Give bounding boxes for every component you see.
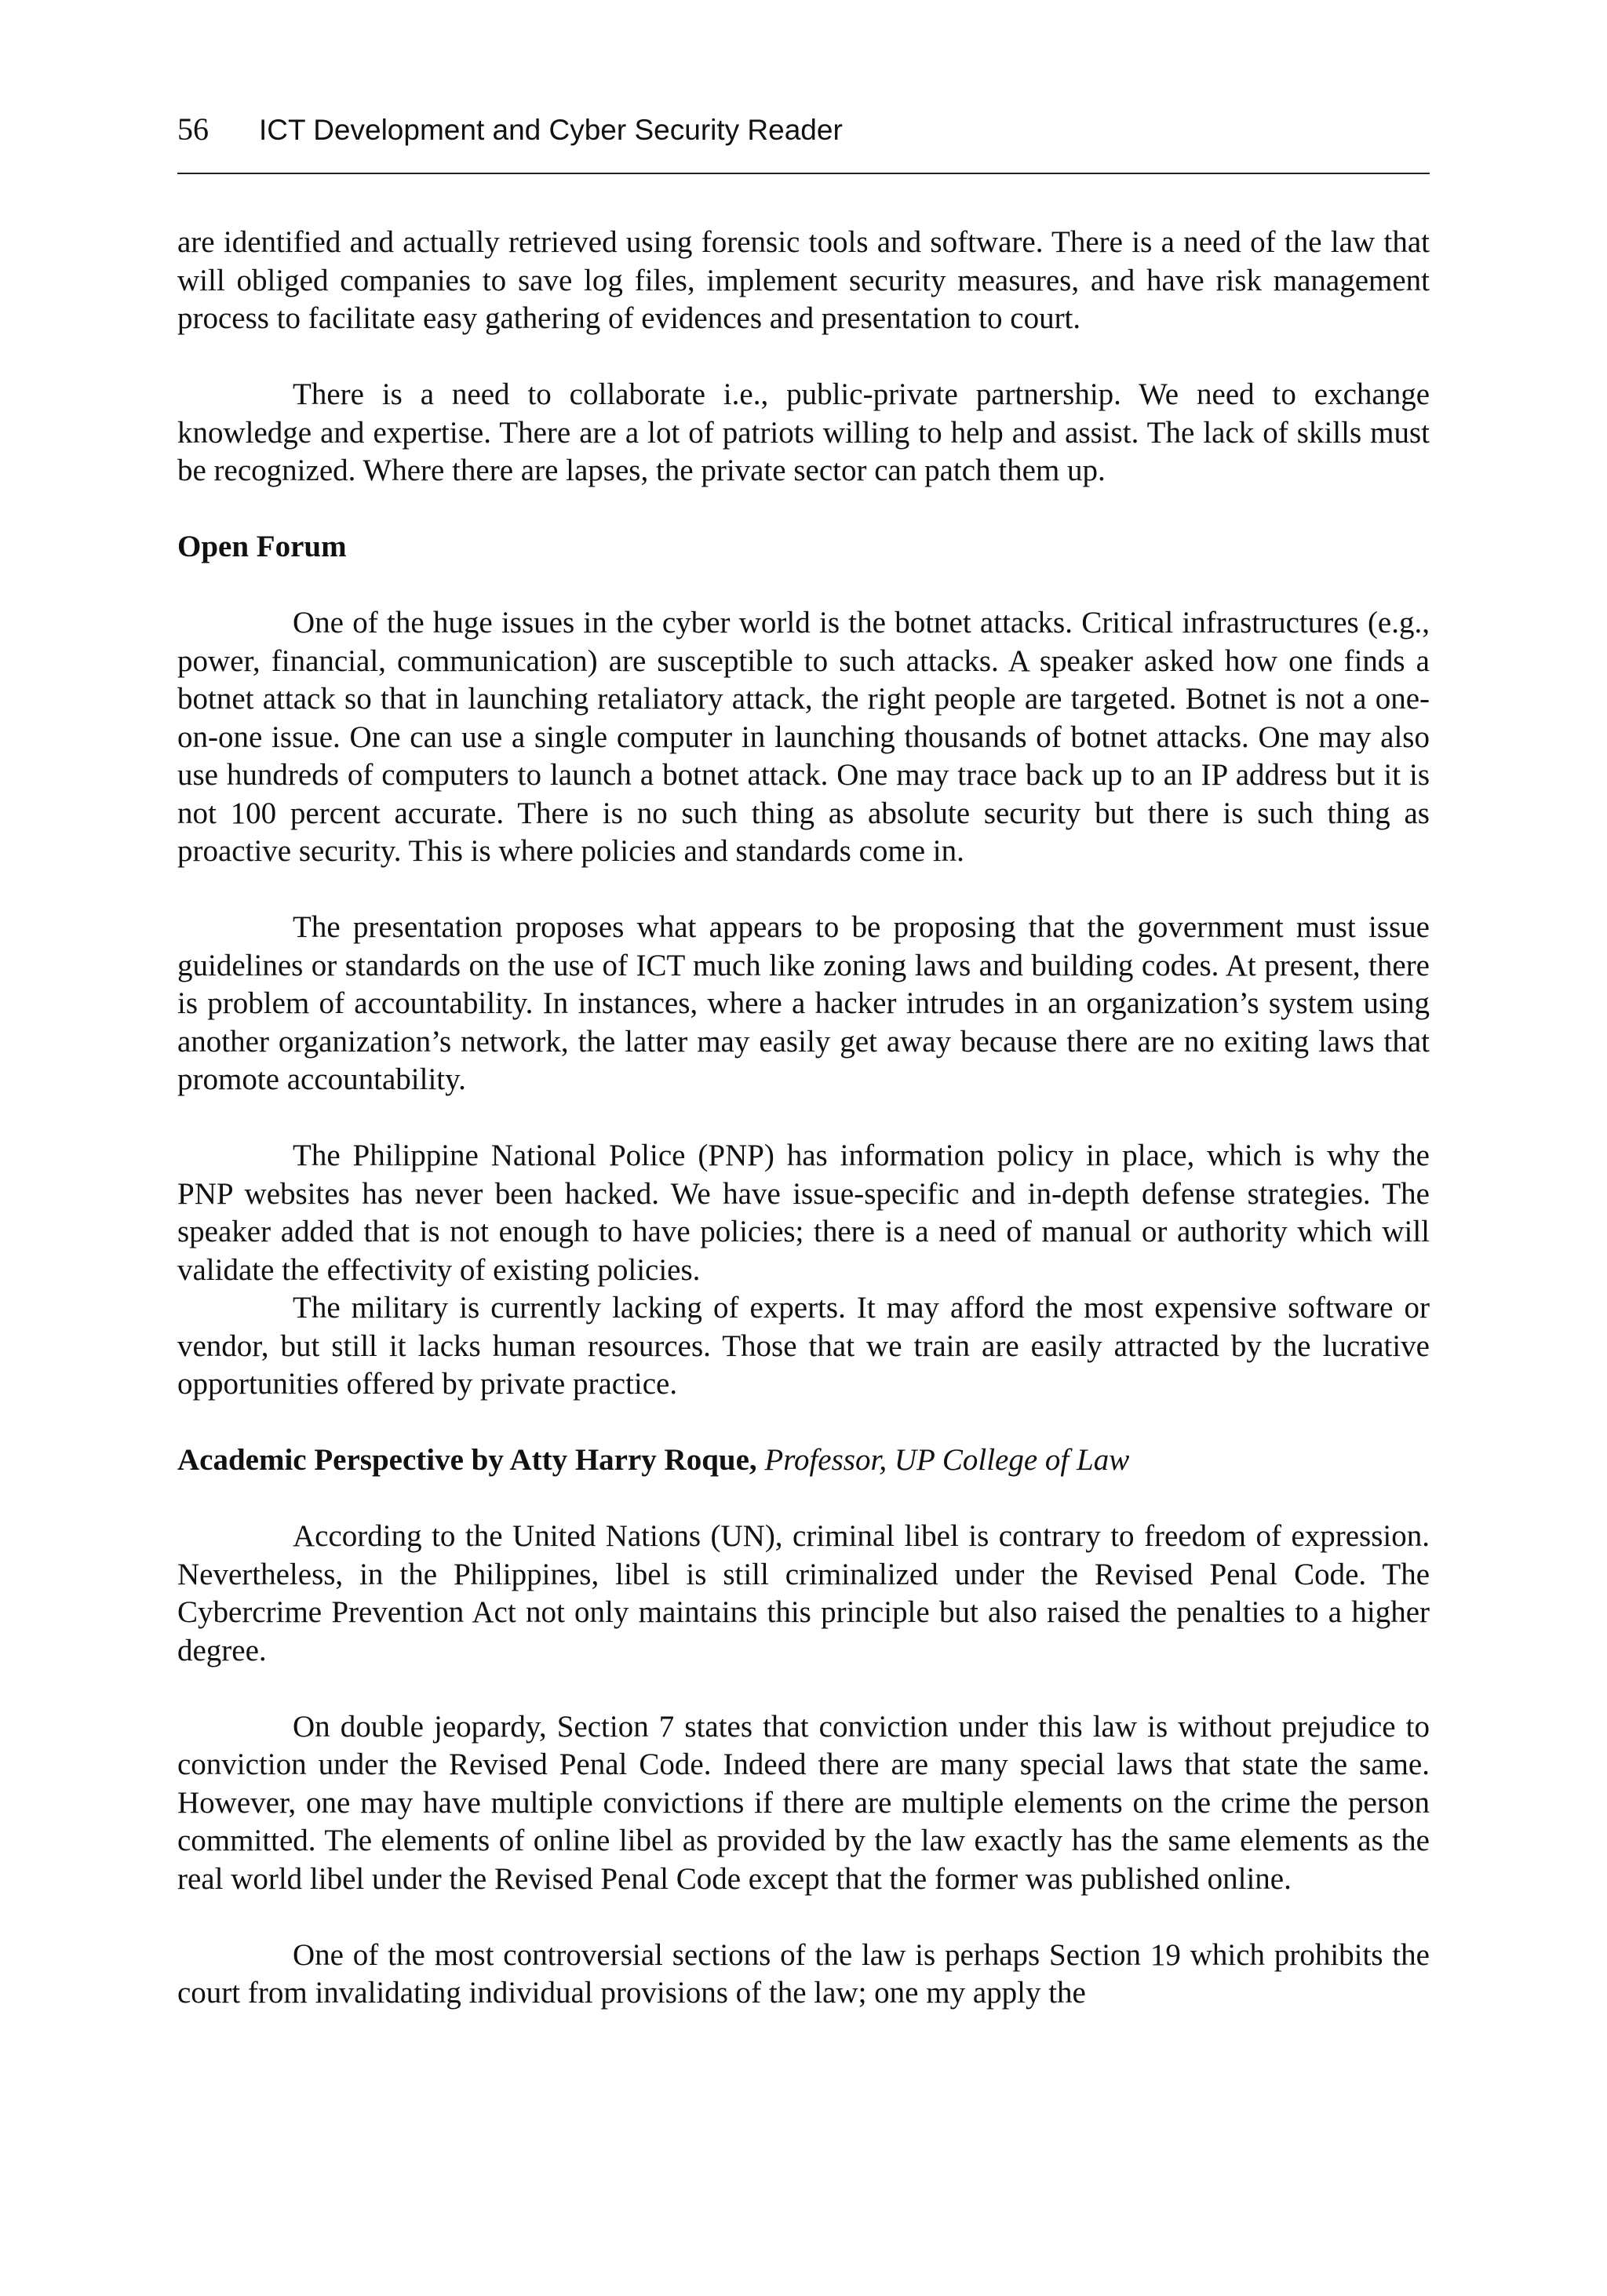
paragraph: According to the United Nations (UN), criminal libel is contrary to freedom of expression. Nevertheless, in the Philippines, libel is still criminalized under the Revised Penal Code. The Cybercrime Prevention Act not only maintains this principle but also raised the penalties to a higher degree.: [177, 1519, 1430, 1667]
section-heading-open-forum: Open Forum: [177, 530, 347, 563]
paragraph: On double jeopardy, Section 7 states that conviction under this law is without prejudice to conviction under the Revised Penal Code. Indeed there are many special laws that state the same. However, one may have multiple convictions if there are multiple elements on the crime the person committed. The elements of online libel as provided by the law exactly has the same elements as the real world libel under the Revised Penal Code except that the former was published online.: [177, 1709, 1430, 1896]
paragraph: One of the most controversial sections of the law is perhaps Section 19 which prohibits the court from invalidating individual provisions of the law; one my apply the: [177, 1937, 1430, 2010]
section-heading-academic-perspective: [177, 1441, 1430, 1480]
running-title: ICT Development and Cyber Security Reader: [259, 114, 843, 146]
paragraph: The military is currently lacking of experts. It may afford the most expensive software or vendor, but still it lacks human resources. Those that we train are easily attracted by the lucrative opportunities offered by private practice.: [177, 1291, 1430, 1401]
body-text: [177, 224, 1430, 2013]
running-header: [177, 110, 1430, 149]
paragraph: There is a need to collaborate i.e., public-private partnership. We need to exchange knowledge and expertise. There are a lot of patriots willing to help and assist. The lack of skills must be recognized. Where there are lapses, the private sector can patch them up.: [177, 377, 1430, 487]
page-number: 56: [177, 111, 209, 147]
paragraph: The presentation proposes what appears to be proposing that the government must issue guidelines or standards on the use of ICT much like zoning laws and building codes. At present, there is problem of accountability. In instances, where a hacker intrudes in an organization’s system using another organization’s network, the latter may easily get away because there are no exiting laws that promote accountability.: [177, 910, 1430, 1096]
paragraph: are identified and actually retrieved using forensic tools and software. There is a need of the law that will obliged companies to save log files, implement security measures, and have risk management process to facilitate easy gathering of evidences and presentation to court.: [177, 225, 1430, 335]
paragraph: The Philippine National Police (PNP) has information policy in place, which is why the PNP websites has never been hacked. We have issue-specific and in-depth defense strategies. The speaker added that is not enough to have policies; there is a need of manual or authority which will validate the effectivity of existing policies.: [177, 1139, 1430, 1287]
heading-affiliation: Professor, UP College of Law: [756, 1443, 1130, 1477]
heading-speaker: Academic Perspective by Atty Harry Roque,: [177, 1443, 757, 1477]
header-rule: [177, 173, 1430, 174]
paragraph: One of the huge issues in the cyber world is the botnet attacks. Critical infrastructures (e.g., power, financial, communication) are susceptible to such attacks. A speaker asked how one finds a botnet attack so that in launching retaliatory attack, the right people are targeted. Botnet is not a one-on-one issue. One can use a single computer in launching thousands of botnet attacks. One may also use hundreds of computers to launch a botnet attack. One may trace back up to an IP address but it is not 100 percent accurate. There is no such thing as absolute security but there is such thing as proactive security. This is where policies and standards come in.: [177, 606, 1430, 868]
